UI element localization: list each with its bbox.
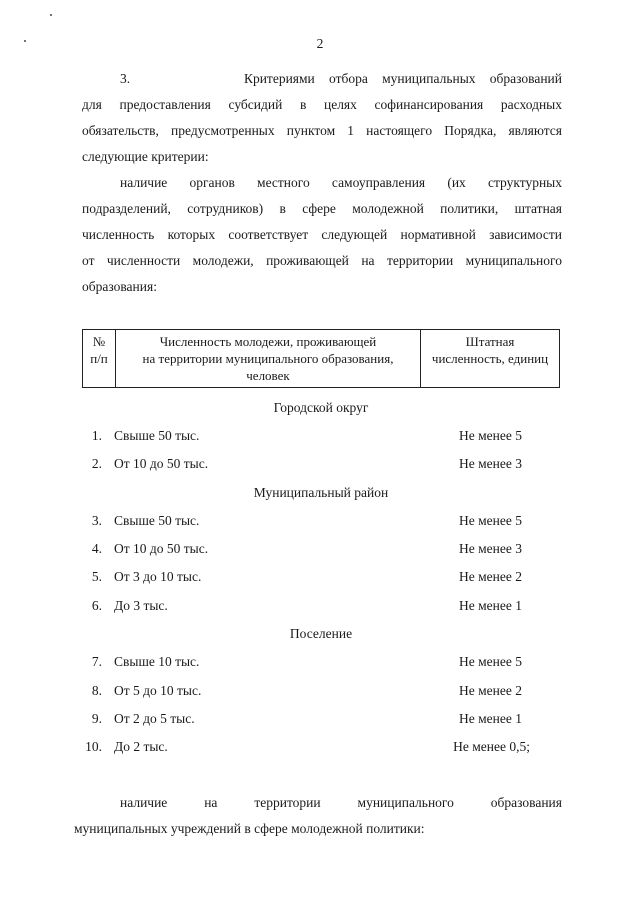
row-number: 7. [91,654,102,669]
paragraph-staff-criterion [82,170,562,300]
row-staff: Не менее 1 [459,598,522,613]
text-line: следующие критерии: [82,149,209,164]
section-title: Поселение [289,626,353,641]
text-line: подразделений, сотрудников) в сфере молодежной политики, штатная [82,201,562,216]
row-staff: Не менее 0,5; [453,739,530,754]
row-population: От 2 до 5 тыс. [114,711,195,726]
text-line: наличие на территории муниципального образования [120,795,562,810]
page-number: 2 [316,36,324,51]
text-line: численность которых соответствует следующей нормативной зависимости [82,227,562,242]
row-staff: Не менее 5 [459,654,522,669]
row-staff: Не менее 5 [459,428,522,443]
row-population: До 3 тыс. [114,598,168,613]
row-staff: Не менее 2 [459,569,522,584]
paragraph-criteria-intro [82,66,562,170]
row-staff: Не менее 3 [459,541,522,556]
row-population: От 5 до 10 тыс. [114,683,202,698]
text-line: муниципальных учреждений в сфере молодежной политики: [74,821,425,836]
row-population: Свыше 10 тыс. [114,654,200,669]
row-number: 1. [91,428,102,443]
scan-dot [50,14,52,16]
row-staff: Не менее 5 [459,513,522,528]
row-number: 10. [85,739,102,754]
paragraph-institutions-criterion [74,790,562,842]
criteria-table-header [82,329,560,388]
row-number: 6. [91,598,102,613]
row-population: От 10 до 50 тыс. [114,541,209,556]
header-col-number: № п/п [83,330,116,388]
row-number: 8. [91,683,102,698]
row-number: 5. [91,569,102,584]
row-population: От 3 до 10 тыс. [114,569,202,584]
row-population: До 2 тыс. [114,739,168,754]
section-title: Городской округ [273,400,369,415]
row-population: От 10 до 50 тыс. [114,456,209,471]
text-line: наличие органов местного самоуправления (их структурных [120,175,562,190]
section-title: Муниципальный район [253,485,389,500]
row-number: 4. [91,541,102,556]
row-population: Свыше 50 тыс. [114,428,200,443]
header-col-population: Численность молодежи, проживающей на территории муниципального образования, человек [116,330,421,388]
row-number: 3. [91,513,102,528]
text-line: от численности молодежи, проживающей на территории муниципального [82,253,562,268]
row-number: 9. [91,711,102,726]
row-staff: Не менее 1 [459,711,522,726]
row-staff: Не менее 3 [459,456,522,471]
row-number: 2. [91,456,102,471]
text-line: обязательств, предусмотренных пунктом 1 настоящего Порядка, являются [82,123,562,138]
header-col-staff: Штатная численность, единиц [421,330,560,388]
text-line: образования: [82,279,157,294]
row-staff: Не менее 2 [459,683,522,698]
text-line: 3. Критериями отбора муниципальных образований [120,71,562,86]
text-line: для предоставления субсидий в целях софинансирования расходных [82,97,562,112]
row-population: Свыше 50 тыс. [114,513,200,528]
